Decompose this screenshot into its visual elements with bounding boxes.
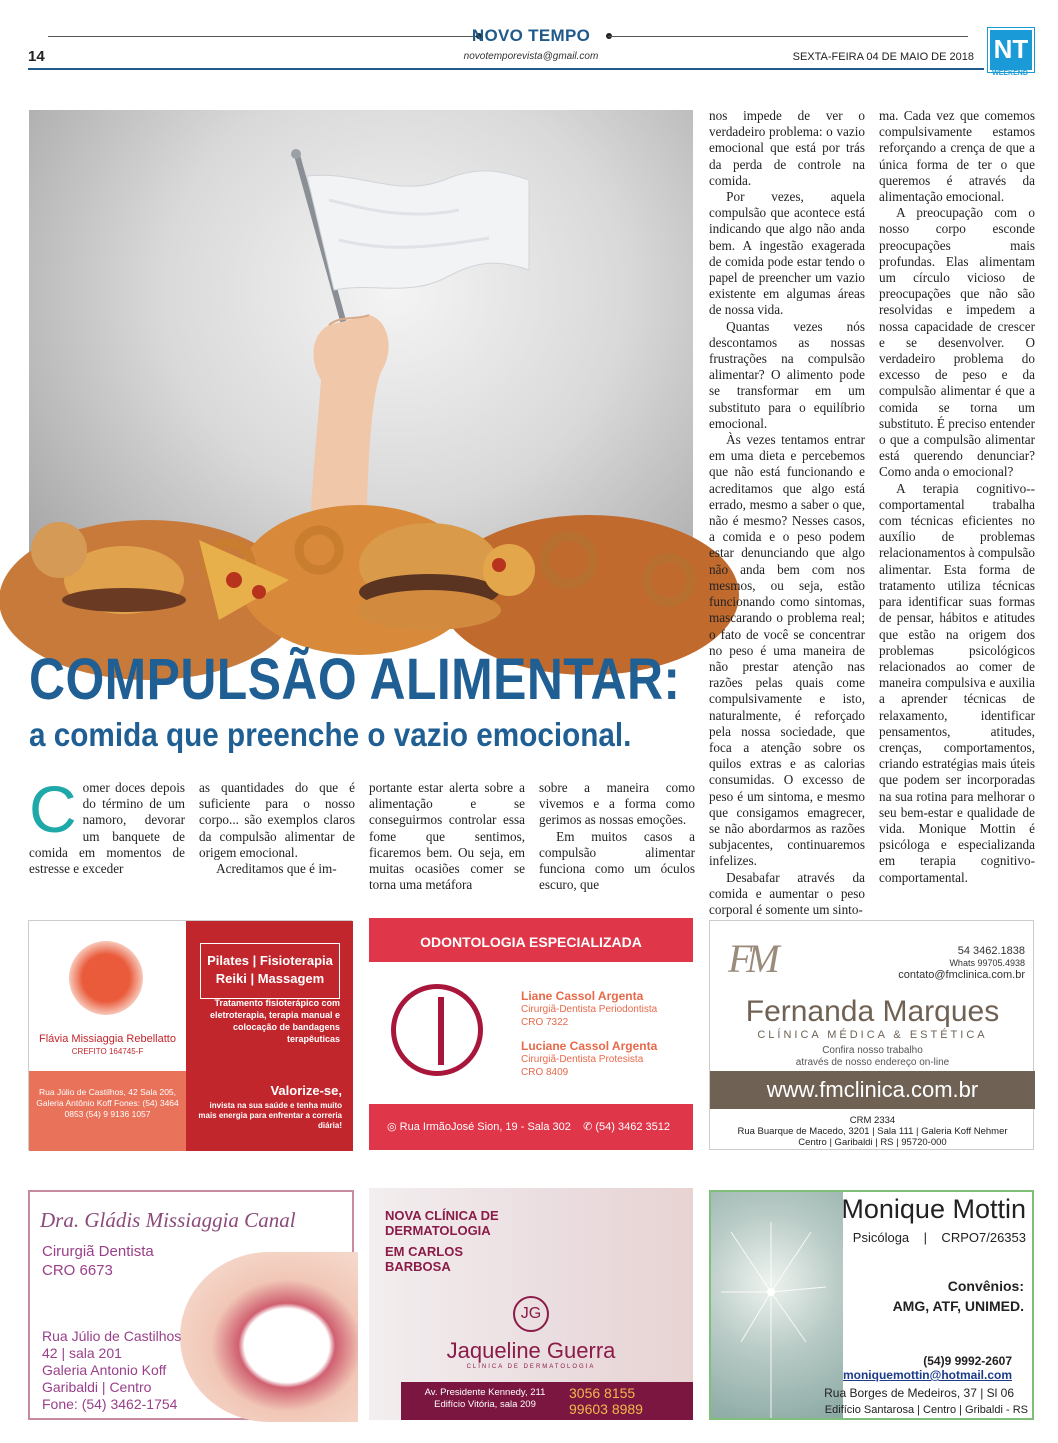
convenios-list: AMG, ATF, UNIMED. [892,1298,1024,1314]
services-description: Tratamento fisioterápico com eletroterapia, terapia manual e colocação de bandagens terapêuticas [209,998,340,1044]
article-paragraph: Acreditamos que é im- [216,861,337,877]
ad-dermatologia [369,1188,693,1420]
article-paragraph: Quantas vezes nós descontamos as nossas frustrações na compulsão alimentar? O alimento pode se transformar em um substituto para o equilíbrio emocional. [709,318,865,431]
drop-cap: C [29,772,77,846]
fm-address-line1: Rua Buarque de Macedo, 3201 | Sala 111 | Galeria Koff Nehmer [737,1126,1008,1137]
fm-website: www.fmclinica.com.br [710,1071,1035,1109]
derma-subtitle: CLÍNICA DE DERMATOLOGIA [466,1364,596,1370]
article-column-1 [29,772,185,880]
ad-odontologia [369,918,693,1150]
article-paragraph: portante estar alerta sobre a alimentação e se conseguirmos controlar essa fome que sentimos, ficaremos bem. Ou seja, em muitas ocasiões comer se torna uma metáfora [369,780,525,893]
address-line: Fone: (54) 3462-1754 [42,1396,178,1412]
ad-contact-bar [369,1104,693,1150]
psychologist-phone: (54)9 9992-2607 [923,1354,1012,1368]
address-line: Galeria Antonio Koff [42,1362,167,1378]
fm-crm: CRM 2334 [849,1115,896,1126]
article-paragraph: Em muitos casos a compulsão alimentar funciona como um óculos escuro, que [539,828,695,893]
article-column-2 [199,780,355,880]
services-box: Pilates | Fisioterapia Reiki | Massagem [200,943,340,999]
dentist-2-name: Luciane Cassol Argenta [521,1039,658,1053]
chat-icon: ✆ [573,1121,596,1133]
article-paragraph: Às vezes tentamos entrar em uma dieta e percebemos que não está funcionando e acreditamos que algo está errado, mesmo a saber o que, não é mesmo? Nesses casos, a comida e o peso podem estar denunciando que algo não anda bem com nos mesmos, ou seja, estão funcionando como sintomas, mascarando o problema real; o fato de você se concentrar no peso é uma maneira de não prestar atenção nas razões pelas quais come compulsivamente e isto, naturalmente, é reforçado pela nossa sociedade, que foca a atenção sobre os quilos extras e as calorias consumidas. O excesso de peso é um sintoma, e mesmo que consigamos emagrecer, se não abordarmos as razões subjacentes, continuaremos infelizes. [709,432,865,869]
address-line: Rua Júlio de Castilhos [42,1328,182,1344]
fm-confira-line1: Confira nosso trabalho [822,1045,923,1056]
header-bottom-rule [28,68,984,70]
slogan-sub: invista na sua saúde e tenha muito mais energia para enfrentar a correria diária! [198,1101,342,1130]
dandelion-image [711,1192,843,1418]
dentist-1-role: Cirurgiã-Dentista Periodontista [521,1004,658,1015]
ad-title: ODONTOLOGIA ESPECIALIZADA [369,918,693,962]
dentist-cro: CRO 6673 [42,1262,113,1279]
hero-image [29,110,693,626]
article-paragraph: nos impede de ver o verdadeiro problema: o vazio emocional que está por trás da perda de controle na comida. [709,108,865,188]
address-line: Garibaldi | Centro [42,1379,152,1395]
article-column-3 [369,780,525,893]
ad-right-panel [186,921,353,1151]
clinic-address: Rua IrmãoJosé Sion, 19 - Sala 302 [399,1121,571,1133]
psychologist-address-line2: Edifício Santarosa | Centro | Gribaldi - RS [824,1404,1028,1416]
fm-address [710,1115,1035,1148]
dentist-1-name: Liane Cassol Argenta [521,989,644,1003]
white-flag-food-illustration [29,110,693,626]
article-subheadline: a comida que preenche o vazio emocional. [29,716,632,753]
convenios-label: Convênios: [947,1278,1024,1294]
header-rule-right [608,36,968,37]
derma-contact-bar [401,1382,693,1420]
issue-date: SEXTA-FEIRA 04 DE MAIO DE 2018 [792,51,974,63]
psychologist-name: Monique Mottin [841,1194,1026,1224]
ad-dra-gladis [28,1190,354,1420]
dentist-1 [521,990,657,1029]
fm-confira [710,1045,1035,1069]
address-line: 42 | sala 201 [42,1345,122,1361]
psychologist-address-line1: Rua Borges de Medeiros, 37 | Sl 06 [824,1386,1014,1400]
article-paragraph: sobre a maneira como vivemos e a forma como gerimos as nossas emoções. [539,780,695,828]
dentist-address [42,1328,181,1413]
page-number: 14 [28,48,45,65]
derma-name: Jaqueline Guerra [446,1338,616,1363]
nt-logo: NT [988,28,1034,72]
psychologist-email: moniquemottin@hotmail.com [842,1368,1012,1382]
crefito-number: CREFITO 164745-F [71,1047,144,1056]
fm-phone: 54 3462.1838 [957,945,1025,957]
article-paragraph: ma. Cada vez que comemos compulsivamente estamos reforçando a crença de que a única forma de ter o que queremos é através da alimentação emocional. [879,108,1035,205]
fm-subtitle: CLÍNICA MÉDICA & ESTÉTICA [757,1029,988,1041]
article-paragraph: Por vezes, aquela compulsão que acontece está indicando que algo não anda bem. A ingestão exagerada de comida pode estar tendo o papel de preencher um vazio existente em algumas áreas de nossa vida. [709,189,865,318]
article-paragraph: omer doces depois do término de um namoro, devorar um banquete de comida em momentos de estresse e exceder [29,780,185,877]
dentist-2 [521,1040,657,1079]
article-paragraph: Desabafar através da comida e aumentar o peso corporal é somente um sinto- [709,869,865,917]
derma-headline: NOVA CLÍNICA DE DERMATOLOGIA [385,1208,499,1238]
derma-address: Av. Presidente Kennedy, 211 Edifício Vitória, sala 209 [424,1387,546,1410]
dentistry-emblem-icon [391,984,483,1076]
convenios [893,1276,1024,1316]
article-column-4 [539,780,695,893]
dentist-credentials [42,1242,154,1280]
article-headline: COMPULSÃO ALIMENTAR: [29,647,681,712]
publication-email: novotemporevista@gmail.com [463,51,599,62]
slogan: Valorize-se, [270,1083,342,1098]
dentist-name: Dra. Gládis Missiaggia Canal [40,1208,296,1232]
fm-email: contato@fmclinica.com.br [898,969,1025,981]
derma-phone-2: 99603 8989 [569,1401,643,1417]
dentist-1-cro: CRO 7322 [521,1017,569,1028]
psychologist-role: Psicóloga | CRPO7/26353 [852,1230,1026,1245]
dandelion-icon [711,1192,843,1418]
dentist-2-role: Cirurgiã-Dentista Protesista [521,1054,644,1065]
fm-confira-line2: através de nosso endereço on-line [795,1057,950,1068]
article-paragraph: A preocupação com o nosso corpo esconde preocupações mais profundas. Elas alimentam um círculo vicioso de preocupações que não são resolvidas e impedem a nossa capacidade de crescer e se desenvolver. O verdadeiro problema do excesso de peso e da compulsão alimentar é que a comida se torna um substituto. É preciso entender o que a compulsão alimentar está querendo denunciar? Como anda o emocional? [879,205,1036,480]
fm-monogram-logo: FM [728,936,774,981]
article-column-6 [879,108,1036,885]
dentist-2-cro: CRO 8409 [521,1067,569,1078]
article-column-5 [709,108,865,917]
physio-logo-icon [69,941,143,1015]
derma-location: EM CARLOS BARBOSA [385,1244,463,1274]
fm-whats: Whats 99705.4938 [949,958,1025,968]
therapist-address: Rua Júlio de Castilhos, 42 Sala 205, Galeria Antônio Koff Fones: (54) 3464 0853 (54) 9 9136 1057 [29,1071,186,1151]
clinic-phone: (54) 3462 3512 [595,1121,671,1133]
smile-photo [180,1252,358,1422]
dentist-role: Cirurgiã Dentista [42,1243,154,1260]
fm-name: Fernanda Marques [745,995,1000,1028]
therapist-name: Flávia Missiaggia Rebellatto [39,1033,176,1045]
article-paragraph: A terapia cognitivo--comportamental trabalha com técnicas eficientes no auxílio de problemas relacionamentos à compulsão alimentar. Esta forma de tratamento utiliza técnicas para identificar suas formas de pensar, hábitos e atitudes que estão na origem dos problemas psicológicos relacionados ao comer de maneira compulsiva e auxilia a aprender técnicas de relaxamento, identificar pensamentos, atitudes, crenças, comportamentos, criando estratégias mais úteis que podem ser incorporadas na sua rotina para melhorar o seu bem-estar e qualidade de vida. Monique Mottin é psicóloga e especializanda em terapia cognitivo-comportamental. [879,480,1035,885]
fm-address-line2: Centro | Garibaldi | RS | 95720-000 [798,1137,947,1148]
article-paragraph: as quantidades do que é suficiente para o nosso corpo... são exemplos claros da compulsão alimentar de origem emocional. [199,780,355,860]
ad-monique-mottin [709,1190,1034,1420]
publication-title: NOVO TEMPO [471,26,591,45]
ad-fm-clinica [709,920,1034,1150]
jg-monogram-logo: JG [513,1296,549,1332]
nt-logo-subtitle: WEEKEND [992,70,1028,77]
ad-left-panel [29,921,186,1071]
fm-contact [898,945,1025,981]
ad-pilates-fisioterapia [28,920,352,1150]
page-header [28,22,1034,78]
location-pin-icon: ◎ [387,1121,400,1133]
derma-phones [569,1385,643,1417]
derma-phone-1: 3056 8155 [569,1385,636,1401]
